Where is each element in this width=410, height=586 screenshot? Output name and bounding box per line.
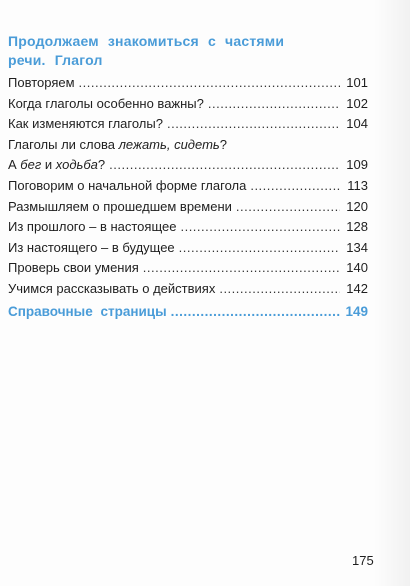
toc-entry-label-italic: бег xyxy=(20,157,42,173)
toc-entry-label-italic: ходьба xyxy=(55,157,98,173)
dot-leader xyxy=(236,197,340,218)
toc-entry-label-part: ? xyxy=(97,157,106,173)
toc-entry-page: 134 xyxy=(346,239,368,255)
toc-entry-page: 142 xyxy=(346,280,368,296)
toc-entry-label: Поговорим о начальной форме глагола xyxy=(8,177,247,193)
dot-leader xyxy=(167,114,340,135)
toc-entry-page: 113 xyxy=(347,177,368,193)
dot-leader xyxy=(171,302,340,323)
page-edge-shadow xyxy=(374,0,410,586)
toc-reference-entry[interactable] xyxy=(8,302,368,323)
toc-entry-page: 109 xyxy=(346,157,368,173)
dot-leader xyxy=(250,176,340,197)
toc-entry-page: 104 xyxy=(346,116,368,132)
dot-leader xyxy=(180,217,340,238)
section-heading xyxy=(8,32,368,70)
toc-entry-first-line[interactable] xyxy=(8,135,368,156)
toc-entry-label: Справочные страницы xyxy=(8,303,167,319)
toc-entry-label: Размышляем о прошедшем времени xyxy=(8,198,232,214)
toc-entry-label: Когда глаголы особенно важны? xyxy=(8,95,204,111)
dot-leader xyxy=(79,73,340,94)
toc-entry[interactable] xyxy=(8,197,368,218)
toc-entry-page: 140 xyxy=(346,260,368,276)
toc-entry[interactable] xyxy=(8,73,368,94)
dot-leader xyxy=(219,279,340,300)
toc-entry[interactable] xyxy=(8,279,368,300)
dot-leader xyxy=(179,238,340,259)
page-number: 175 xyxy=(352,553,374,568)
dot-leader xyxy=(143,258,340,279)
toc-entry-page: 120 xyxy=(346,198,368,214)
toc-entry[interactable] xyxy=(8,217,368,238)
toc-entry-label-italic: лежать, сидеть xyxy=(118,136,220,152)
toc-entry-label-part: А xyxy=(8,157,21,173)
toc-entry[interactable] xyxy=(8,94,368,115)
toc-entry[interactable] xyxy=(8,238,368,259)
dot-leader xyxy=(109,155,340,176)
toc-entry-label: Из настоящего – в будущее xyxy=(8,239,175,255)
toc-entry[interactable] xyxy=(8,176,368,197)
toc-entry-page: 128 xyxy=(346,219,368,235)
toc-entry-page: 101 xyxy=(346,75,368,90)
toc-entry-label: Как изменяются глаголы? xyxy=(8,116,163,132)
section-heading-line-1: Продолжаем знакомиться с частями xyxy=(8,33,285,49)
toc-entry[interactable] xyxy=(8,114,368,135)
toc-entry-page: 102 xyxy=(346,95,368,111)
toc-entry[interactable] xyxy=(8,258,368,279)
toc-entry-page: 149 xyxy=(345,303,368,319)
toc-entry-label-part: Глаголы ли слова xyxy=(8,136,119,152)
toc-entry[interactable] xyxy=(8,155,368,176)
toc-entry-label-part: ? xyxy=(219,136,227,152)
table-of-contents xyxy=(8,32,368,322)
toc-entry-label xyxy=(8,155,105,176)
dot-leader xyxy=(208,94,340,115)
toc-entry-label: Из прошлого – в настоящее xyxy=(8,219,177,235)
toc-entry-label-part: и xyxy=(41,157,56,173)
section-heading-line-2: речи. Глагол xyxy=(8,52,103,68)
toc-entry-label: Проверь свои умения xyxy=(8,260,139,276)
toc-entry-label: Учимся рассказывать о действиях xyxy=(8,280,216,296)
toc-entry-label: Повторяем xyxy=(8,75,75,90)
